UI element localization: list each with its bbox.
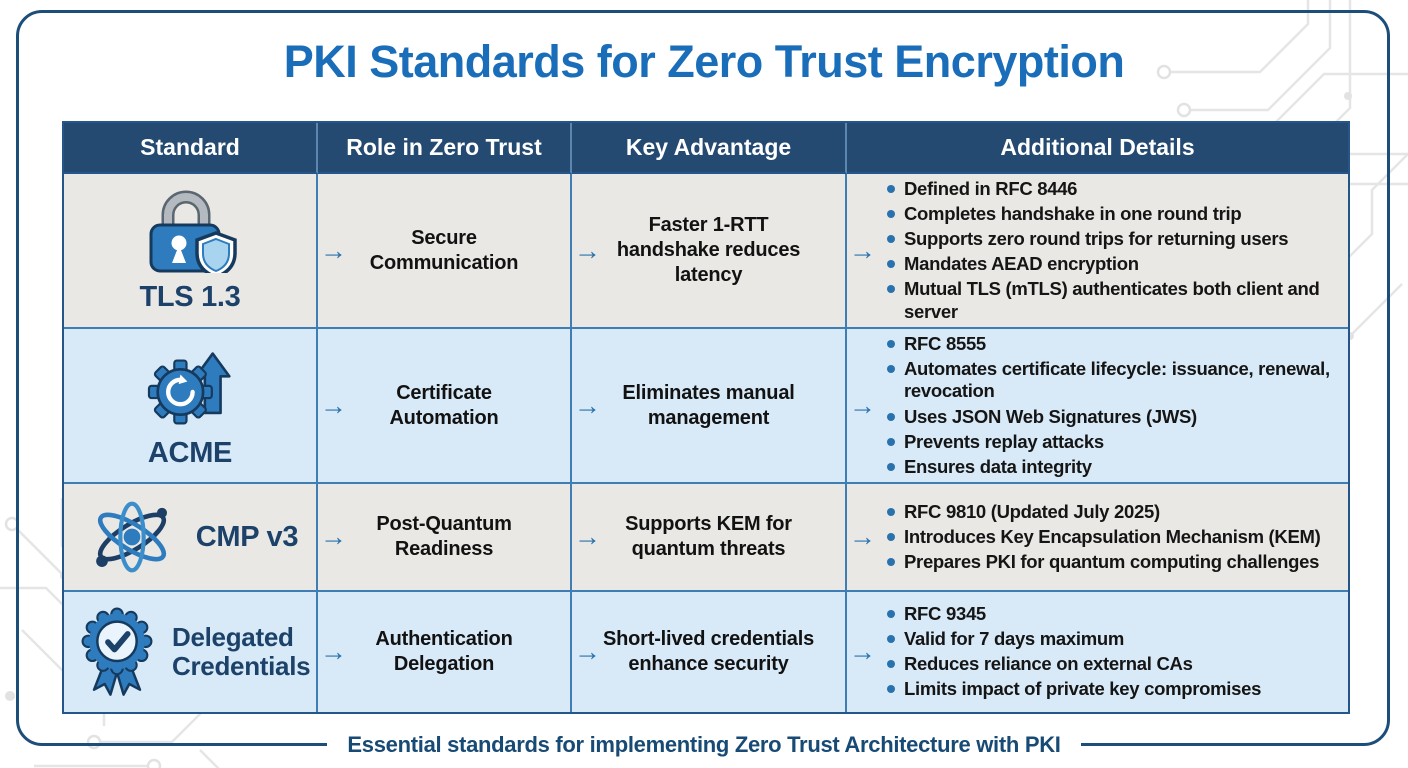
bullet-dot-icon bbox=[887, 260, 895, 268]
detail-bullet bbox=[887, 678, 1261, 701]
table-row-delegated-role-cell bbox=[318, 592, 572, 712]
standard-name: Delegated Credentials bbox=[172, 621, 311, 681]
detail-bullet bbox=[887, 653, 1193, 676]
flow-arrow-icon: → bbox=[320, 235, 347, 265]
role-text: Certificate Automation bbox=[389, 381, 499, 429]
detail-bullet bbox=[887, 278, 1336, 323]
table-row-acme-details-cell bbox=[847, 329, 1348, 484]
table-row-acme-standard-cell bbox=[64, 329, 318, 484]
flow-arrow-icon: → bbox=[320, 521, 347, 552]
detail-text: Completes handshake in one round trip bbox=[904, 202, 1242, 224]
flow-arrow-icon: → bbox=[849, 521, 876, 552]
bullet-dot-icon bbox=[887, 685, 895, 693]
flow-arrow-icon: → bbox=[320, 636, 347, 667]
page-title: PKI Standards for Zero Trust Encryption bbox=[283, 36, 1125, 87]
table-row-tls-advantage-cell bbox=[572, 174, 847, 329]
advantage-text: Eliminates manual management bbox=[622, 381, 795, 429]
bullet-dot-icon bbox=[887, 210, 895, 218]
detail-text: Valid for 7 days maximum bbox=[904, 628, 1125, 650]
table-row-tls-role-cell bbox=[318, 174, 572, 329]
flow-arrow-icon: → bbox=[574, 390, 601, 420]
detail-text: Reduces reliance on external CAs bbox=[904, 653, 1193, 675]
table-row-tls-standard-cell bbox=[64, 174, 318, 329]
bullet-dot-icon bbox=[887, 365, 895, 373]
detail-bullet bbox=[887, 456, 1092, 479]
badge-check-icon bbox=[76, 604, 158, 700]
detail-text: Mandates AEAD encryption bbox=[904, 253, 1139, 274]
detail-text: Ensures data integrity bbox=[904, 455, 1092, 477]
table-row-delegated-advantage-cell bbox=[572, 592, 847, 712]
detail-text: Uses JSON Web Signatures (JWS) bbox=[904, 405, 1197, 427]
table-row-cmp-details-cell bbox=[847, 484, 1348, 592]
gear-automation-icon bbox=[142, 341, 238, 429]
detail-bullet bbox=[887, 603, 986, 626]
flow-arrow-icon: → bbox=[574, 636, 601, 667]
flow-arrow-icon: → bbox=[574, 521, 601, 552]
bullet-dot-icon bbox=[887, 438, 895, 446]
bullet-dot-icon bbox=[887, 533, 895, 541]
flow-arrow-icon: → bbox=[849, 235, 876, 265]
table-row-cmp-advantage-cell bbox=[572, 484, 847, 592]
flow-arrow-icon: → bbox=[849, 390, 876, 420]
detail-bullet bbox=[887, 203, 1241, 226]
table-row-delegated-standard-cell bbox=[64, 592, 318, 712]
detail-bullet bbox=[887, 406, 1197, 429]
detail-bullet bbox=[887, 551, 1319, 574]
table-row-acme-advantage-cell bbox=[572, 329, 847, 484]
column-header-advantage: Key Advantage bbox=[572, 123, 847, 174]
bullet-dot-icon bbox=[887, 463, 895, 471]
column-header-details: Additional Details bbox=[847, 123, 1348, 174]
detail-text: RFC 8555 bbox=[904, 332, 986, 354]
pki-standards-table bbox=[62, 121, 1350, 714]
detail-bullet bbox=[887, 333, 986, 356]
detail-text: Limits impact of private key compromises bbox=[904, 678, 1262, 700]
detail-text: Mutual TLS (mTLS) authenticates both client and server bbox=[904, 278, 1320, 322]
role-text: Secure Communication bbox=[369, 226, 519, 274]
flow-arrow-icon: → bbox=[574, 235, 601, 265]
detail-text: Automates certificate lifecycle: issuance, renewal, revocation bbox=[904, 357, 1330, 402]
bullet-dot-icon bbox=[887, 185, 895, 193]
table-row-delegated-details-cell bbox=[847, 592, 1348, 712]
role-text: Post-Quantum Readiness bbox=[376, 513, 512, 560]
table-row-cmp-role-cell bbox=[318, 484, 572, 592]
column-header-role: Role in Zero Trust bbox=[318, 123, 572, 174]
role-text: Authentication Delegation bbox=[375, 628, 513, 675]
lock-shield-icon bbox=[138, 187, 242, 273]
flow-arrow-icon: → bbox=[849, 636, 876, 667]
detail-text: Prepares PKI for quantum computing challenges bbox=[904, 550, 1320, 572]
table-row-acme-role-cell bbox=[318, 329, 572, 484]
table-row-cmp-standard-cell bbox=[64, 484, 318, 592]
detail-bullet bbox=[887, 358, 1336, 403]
detail-bullet bbox=[887, 501, 1160, 524]
flow-arrow-icon: → bbox=[320, 390, 347, 420]
bullet-dot-icon bbox=[887, 413, 895, 421]
advantage-text: Short-lived credentials enhance security bbox=[602, 628, 814, 675]
advantage-text: Faster 1-RTT handshake reduces latency bbox=[616, 214, 801, 286]
bullet-dot-icon bbox=[887, 660, 895, 668]
detail-bullet bbox=[887, 228, 1288, 251]
detail-bullet bbox=[887, 431, 1104, 454]
detail-text: RFC 9345 bbox=[904, 603, 986, 625]
detail-text: Defined in RFC 8446 bbox=[904, 177, 1078, 199]
detail-bullet bbox=[887, 253, 1139, 276]
bullet-dot-icon bbox=[887, 635, 895, 643]
bullet-dot-icon bbox=[887, 508, 895, 516]
bullet-dot-icon bbox=[887, 610, 895, 618]
bullet-dot-icon bbox=[887, 235, 895, 243]
bullet-dot-icon bbox=[887, 340, 895, 348]
detail-text: Supports zero round trips for returning users bbox=[904, 227, 1289, 249]
advantage-text: Supports KEM for quantum threats bbox=[625, 513, 792, 560]
standard-name: TLS 1.3 bbox=[139, 281, 241, 313]
footer-caption: Essential standards for implementing Zero Trust Architecture with PKI bbox=[327, 732, 1080, 758]
column-header-standard: Standard bbox=[64, 123, 318, 174]
detail-bullet bbox=[887, 526, 1321, 549]
detail-text: Prevents replay attacks bbox=[904, 430, 1104, 452]
atom-icon bbox=[82, 498, 182, 576]
detail-bullet bbox=[887, 628, 1124, 651]
footer bbox=[0, 732, 1408, 758]
detail-bullet bbox=[887, 178, 1077, 201]
detail-text: RFC 9810 (Updated July 2025) bbox=[904, 500, 1160, 522]
standard-name: CMP v3 bbox=[195, 520, 299, 553]
detail-text: Introduces Key Encapsulation Mechanism (KEM) bbox=[904, 525, 1321, 547]
table-row-tls-details-cell bbox=[847, 174, 1348, 329]
bullet-dot-icon bbox=[887, 558, 895, 566]
bullet-dot-icon bbox=[887, 285, 895, 293]
standard-name: ACME bbox=[147, 437, 233, 469]
